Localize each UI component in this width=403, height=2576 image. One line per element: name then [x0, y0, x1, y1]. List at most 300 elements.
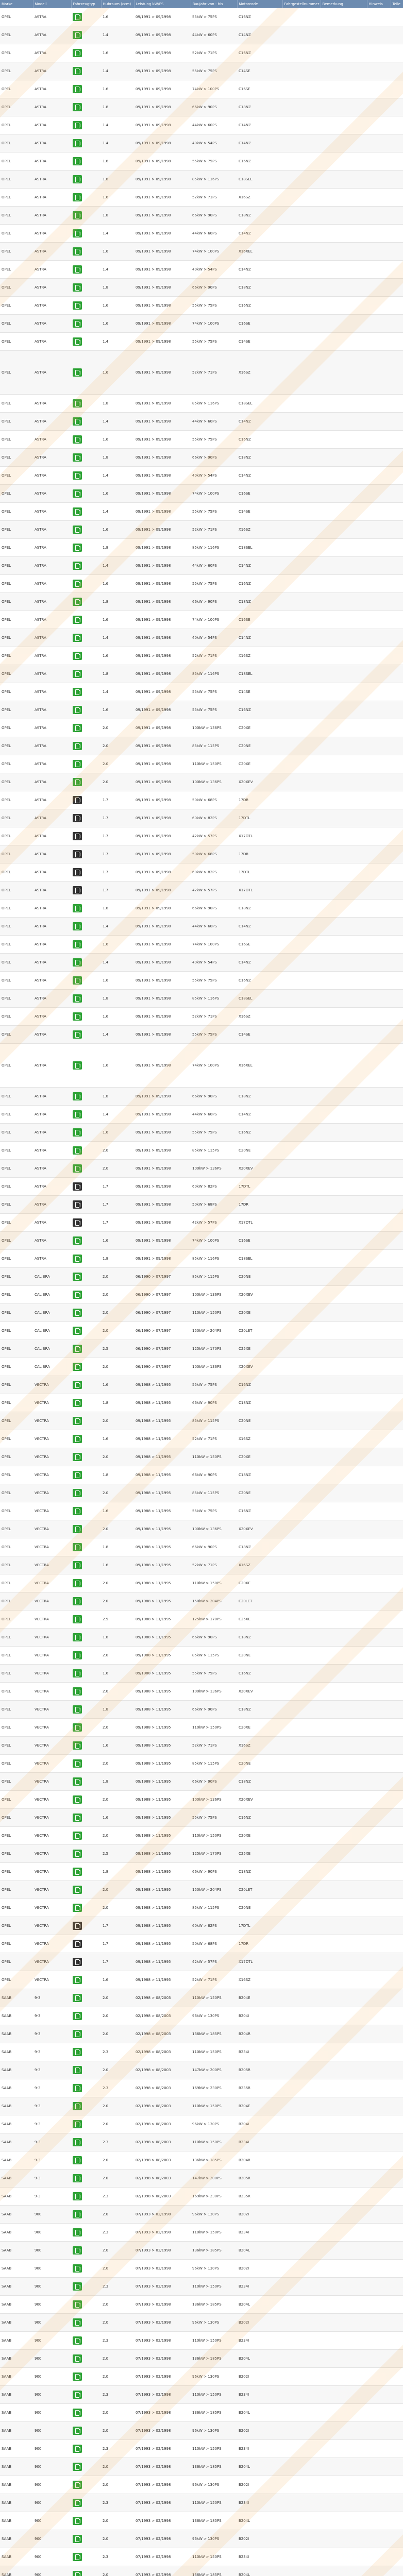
table-row[interactable]	[0, 152, 403, 171]
table-row[interactable]	[0, 1899, 403, 1917]
vin-cell	[282, 719, 321, 737]
table-row[interactable]	[0, 990, 403, 1008]
displacement-cell: 1.4	[101, 116, 134, 134]
hint-cell	[367, 539, 391, 557]
parts-cell	[391, 431, 403, 449]
table-row[interactable]	[0, 116, 403, 134]
table-row[interactable]	[0, 1863, 403, 1881]
note-cell	[321, 279, 367, 297]
displacement-cell: 1.4	[101, 629, 134, 647]
table-row[interactable]	[0, 2188, 403, 2206]
vin-cell	[282, 1574, 321, 1592]
table-row[interactable]	[0, 44, 403, 62]
note-cell	[321, 1026, 367, 1044]
table-row[interactable]	[0, 134, 403, 152]
note-cell	[321, 189, 367, 207]
make-cell: OPEL	[0, 629, 33, 647]
engine-code-cell: X16SZ	[237, 1556, 282, 1574]
production-years-cell: 07/1993 > 02/1998	[134, 2242, 191, 2260]
hint-cell	[367, 351, 391, 395]
column-header: Fahrgestellnummer	[282, 0, 321, 8]
table-row[interactable]	[0, 26, 403, 44]
parts-cell	[391, 26, 403, 44]
fuel-cell	[71, 665, 101, 683]
table-row[interactable]	[0, 2097, 403, 2115]
table-row[interactable]	[0, 2476, 403, 2494]
fuel-cell	[71, 2278, 101, 2296]
make-cell: OPEL	[0, 900, 33, 918]
fuel-cell	[71, 297, 101, 315]
fuel-cell	[71, 1827, 101, 1845]
table-row[interactable]	[0, 755, 403, 773]
vin-cell	[282, 2530, 321, 2548]
table-row[interactable]	[0, 1008, 403, 1026]
engine-code-cell: C14NZ	[237, 629, 282, 647]
engine-code-cell: B204L	[237, 2350, 282, 2368]
parts-cell	[391, 2296, 403, 2314]
table-row[interactable]	[0, 2206, 403, 2224]
model-cell: 900	[33, 2386, 71, 2404]
column-header: Hinweis	[367, 0, 391, 8]
parts-cell	[391, 2278, 403, 2296]
table-row[interactable]	[0, 1845, 403, 1863]
table-row[interactable]	[0, 2440, 403, 2458]
petrol-fuel-icon	[73, 670, 82, 678]
table-row[interactable]	[0, 1304, 403, 1322]
table-row[interactable]	[0, 2278, 403, 2296]
vin-cell	[282, 1592, 321, 1611]
table-row[interactable]	[0, 395, 403, 413]
table-row[interactable]	[0, 2494, 403, 2512]
displacement-cell: 2.0	[101, 1484, 134, 1502]
power-cell: 66kW > 90PS	[191, 1538, 237, 1556]
table-row[interactable]	[0, 2224, 403, 2242]
fuel-cell	[71, 1863, 101, 1881]
table-row[interactable]	[0, 1124, 403, 1142]
table-row[interactable]	[0, 1484, 403, 1502]
table-row[interactable]	[0, 2386, 403, 2404]
make-cell: OPEL	[0, 593, 33, 611]
table-row[interactable]	[0, 1971, 403, 1989]
production-years-cell: 09/1988 > 11/1995	[134, 1611, 191, 1629]
table-row[interactable]	[0, 2025, 403, 2043]
table-row[interactable]	[0, 225, 403, 243]
vin-cell	[282, 279, 321, 297]
table-row[interactable]	[0, 1214, 403, 1232]
table-row[interactable]	[0, 1232, 403, 1250]
table-row[interactable]	[0, 98, 403, 116]
engine-code-cell: X16SZ	[237, 1971, 282, 1989]
table-row[interactable]	[0, 1737, 403, 1755]
table-row[interactable]	[0, 1044, 403, 1088]
parts-cell	[391, 449, 403, 467]
table-row[interactable]	[0, 2133, 403, 2151]
table-row[interactable]	[0, 1268, 403, 1286]
table-row[interactable]	[0, 575, 403, 593]
table-row[interactable]	[0, 1917, 403, 1935]
parts-cell	[391, 936, 403, 954]
power-cell: 55kW > 75PS	[191, 701, 237, 719]
note-cell	[321, 171, 367, 189]
table-row[interactable]	[0, 2170, 403, 2188]
table-row[interactable]	[0, 900, 403, 918]
make-cell: OPEL	[0, 315, 33, 333]
table-row[interactable]	[0, 2530, 403, 2548]
table-row[interactable]	[0, 2115, 403, 2133]
table-row[interactable]	[0, 467, 403, 485]
table-row[interactable]	[0, 1629, 403, 1647]
note-cell	[321, 1917, 367, 1935]
note-cell	[321, 1196, 367, 1214]
hint-cell	[367, 1899, 391, 1917]
table-row[interactable]	[0, 845, 403, 863]
engine-code-cell: C14NZ	[237, 134, 282, 152]
production-years-cell: 09/1988 > 11/1995	[134, 1448, 191, 1466]
table-row[interactable]	[0, 773, 403, 791]
make-cell: OPEL	[0, 863, 33, 882]
parts-cell	[391, 755, 403, 773]
power-cell: 85kW > 116PS	[191, 665, 237, 683]
table-row[interactable]	[0, 1286, 403, 1304]
vin-cell	[282, 2260, 321, 2278]
parts-cell	[391, 918, 403, 936]
production-years-cell: 07/1993 > 02/1998	[134, 2422, 191, 2440]
table-row[interactable]	[0, 1647, 403, 1665]
table-row[interactable]	[0, 2079, 403, 2097]
table-row[interactable]	[0, 189, 403, 207]
table-row[interactable]	[0, 297, 403, 315]
table-row[interactable]	[0, 827, 403, 845]
fuel-cell	[71, 1376, 101, 1394]
note-cell	[321, 1827, 367, 1845]
vin-cell	[282, 44, 321, 62]
table-row[interactable]	[0, 611, 403, 629]
table-row[interactable]	[0, 557, 403, 575]
table-row[interactable]	[0, 2404, 403, 2422]
table-row[interactable]	[0, 413, 403, 431]
table-row[interactable]	[0, 791, 403, 809]
table-row[interactable]	[0, 485, 403, 503]
production-years-cell: 09/1991 > 09/1998	[134, 225, 191, 243]
fuel-cell	[71, 261, 101, 279]
petrol-fuel-icon	[73, 1579, 82, 1587]
engine-code-cell: 17DTL	[237, 1917, 282, 1935]
power-cell: 55kW > 75PS	[191, 1809, 237, 1827]
fuel-cell	[71, 972, 101, 990]
parts-cell	[391, 2115, 403, 2133]
table-row[interactable]	[0, 1719, 403, 1737]
parts-cell	[391, 2206, 403, 2224]
table-row[interactable]	[0, 2314, 403, 2332]
model-cell: VECTRA	[33, 1466, 71, 1484]
parts-cell	[391, 1430, 403, 1448]
table-row[interactable]	[0, 261, 403, 279]
table-row[interactable]	[0, 315, 403, 333]
displacement-cell: 2.0	[101, 2314, 134, 2332]
table-row[interactable]	[0, 683, 403, 701]
hint-cell	[367, 1755, 391, 1773]
diesel-fuel-icon	[73, 814, 82, 822]
table-row[interactable]	[0, 737, 403, 755]
vin-cell	[282, 315, 321, 333]
engine-code-cell: C16NZ	[237, 1502, 282, 1520]
table-row[interactable]	[0, 1611, 403, 1629]
table-row[interactable]	[0, 1556, 403, 1574]
parts-cell	[391, 2133, 403, 2151]
displacement-cell: 1.4	[101, 1106, 134, 1124]
table-row[interactable]	[0, 279, 403, 297]
table-row[interactable]	[0, 1358, 403, 1376]
vin-cell	[282, 990, 321, 1008]
fuel-cell	[71, 2133, 101, 2151]
parts-cell	[391, 1701, 403, 1719]
table-row[interactable]	[0, 1755, 403, 1773]
table-row[interactable]	[0, 2512, 403, 2530]
hint-cell	[367, 1592, 391, 1611]
parts-cell	[391, 413, 403, 431]
model-cell: ASTRA	[33, 98, 71, 116]
model-cell: ASTRA	[33, 134, 71, 152]
table-row[interactable]	[0, 1665, 403, 1683]
vin-cell	[282, 2133, 321, 2151]
table-row[interactable]	[0, 1250, 403, 1268]
table-row[interactable]	[0, 2151, 403, 2170]
parts-cell	[391, 1917, 403, 1935]
make-cell: OPEL	[0, 827, 33, 845]
production-years-cell: 09/1991 > 09/1998	[134, 351, 191, 395]
parts-cell	[391, 2548, 403, 2566]
hint-cell	[367, 683, 391, 701]
table-row[interactable]	[0, 972, 403, 990]
table-row[interactable]	[0, 1160, 403, 1178]
power-cell: 85kW > 116PS	[191, 1250, 237, 1268]
model-cell: CALIBRA	[33, 1322, 71, 1340]
table-row[interactable]	[0, 2007, 403, 2025]
hint-cell	[367, 449, 391, 467]
table-row[interactable]	[0, 539, 403, 557]
vin-cell	[282, 954, 321, 972]
petrol-fuel-icon	[73, 103, 82, 111]
note-cell	[321, 395, 367, 413]
table-row[interactable]	[0, 8, 403, 26]
table-row[interactable]	[0, 701, 403, 719]
make-cell: OPEL	[0, 1809, 33, 1827]
power-cell: 66kW > 90PS	[191, 1394, 237, 1412]
table-row[interactable]	[0, 333, 403, 351]
petrol-fuel-icon	[73, 1525, 82, 1533]
petrol-fuel-icon	[73, 453, 82, 462]
table-row[interactable]	[0, 1026, 403, 1044]
engine-code-cell: C20XE	[237, 1719, 282, 1737]
petrol-fuel-icon	[73, 1886, 82, 1894]
table-row[interactable]	[0, 351, 403, 395]
petrol-fuel-icon	[73, 121, 82, 129]
hint-cell	[367, 1773, 391, 1791]
hint-cell	[367, 2224, 391, 2242]
model-cell: CALIBRA	[33, 1268, 71, 1286]
make-cell: OPEL	[0, 449, 33, 467]
table-row[interactable]	[0, 62, 403, 80]
production-years-cell: 09/1991 > 09/1998	[134, 1250, 191, 1268]
parts-cell	[391, 1026, 403, 1044]
table-row[interactable]	[0, 593, 403, 611]
production-years-cell: 09/1988 > 11/1995	[134, 1556, 191, 1574]
table-row[interactable]	[0, 521, 403, 539]
table-row[interactable]	[0, 1953, 403, 1971]
vin-cell	[282, 134, 321, 152]
table-row[interactable]	[0, 1502, 403, 1520]
table-row[interactable]	[0, 1538, 403, 1556]
table-row[interactable]	[0, 431, 403, 449]
table-row[interactable]	[0, 1394, 403, 1412]
fuel-cell	[71, 2530, 101, 2548]
power-cell: 110kW > 150PS	[191, 2440, 237, 2458]
table-row[interactable]	[0, 1989, 403, 2007]
table-row[interactable]	[0, 2260, 403, 2278]
table-row[interactable]	[0, 1701, 403, 1719]
table-row[interactable]	[0, 503, 403, 521]
table-row[interactable]	[0, 2332, 403, 2350]
table-row[interactable]	[0, 1376, 403, 1394]
table-row[interactable]	[0, 809, 403, 827]
table-row[interactable]	[0, 1448, 403, 1466]
engine-code-cell: X17DTL	[237, 882, 282, 900]
table-row[interactable]	[0, 954, 403, 972]
table-row[interactable]	[0, 629, 403, 647]
table-row[interactable]	[0, 449, 403, 467]
hint-cell	[367, 2422, 391, 2440]
column-header: Hubraum (ccm)	[101, 0, 134, 8]
table-row[interactable]	[0, 1827, 403, 1845]
power-cell: 52kW > 71PS	[191, 351, 237, 395]
table-row[interactable]	[0, 2043, 403, 2061]
engine-code-cell: B234I	[237, 2133, 282, 2151]
fuel-cell	[71, 1286, 101, 1304]
note-cell	[321, 2368, 367, 2386]
hint-cell	[367, 8, 391, 26]
diesel-fuel-icon	[73, 1940, 82, 1948]
petrol-fuel-icon	[73, 2571, 82, 2576]
table-row[interactable]	[0, 1592, 403, 1611]
table-row[interactable]	[0, 665, 403, 683]
table-row[interactable]	[0, 1430, 403, 1448]
table-row[interactable]	[0, 1683, 403, 1701]
hint-cell	[367, 2548, 391, 2566]
table-row[interactable]	[0, 2350, 403, 2368]
parts-cell	[391, 1088, 403, 1106]
fuel-cell	[71, 773, 101, 791]
production-years-cell: 09/1988 > 11/1995	[134, 1791, 191, 1809]
petrol-fuel-icon	[73, 2535, 82, 2543]
table-row[interactable]	[0, 1412, 403, 1430]
table-row[interactable]	[0, 1881, 403, 1899]
table-row[interactable]	[0, 2566, 403, 2576]
model-cell: VECTRA	[33, 1809, 71, 1827]
table-row[interactable]	[0, 863, 403, 882]
table-row[interactable]	[0, 2458, 403, 2476]
table-row[interactable]	[0, 1466, 403, 1484]
displacement-cell: 1.7	[101, 1214, 134, 1232]
vin-cell	[282, 773, 321, 791]
table-row[interactable]	[0, 2422, 403, 2440]
parts-cell	[391, 1719, 403, 1737]
engine-code-cell: 17DR	[237, 845, 282, 863]
table-row[interactable]	[0, 1106, 403, 1124]
table-row[interactable]	[0, 1142, 403, 1160]
table-row[interactable]	[0, 1088, 403, 1106]
table-row[interactable]	[0, 2548, 403, 2566]
table-row[interactable]	[0, 1773, 403, 1791]
displacement-cell: 1.8	[101, 990, 134, 1008]
production-years-cell: 09/1991 > 09/1998	[134, 333, 191, 351]
model-cell: ASTRA	[33, 1214, 71, 1232]
displacement-cell: 2.0	[101, 2260, 134, 2278]
power-cell: 74kW > 100PS	[191, 243, 237, 261]
table-row[interactable]	[0, 2242, 403, 2260]
vin-cell	[282, 2332, 321, 2350]
power-cell: 42kW > 57PS	[191, 827, 237, 845]
power-cell: 136kW > 185PS	[191, 2458, 237, 2476]
production-years-cell: 09/1991 > 09/1998	[134, 1106, 191, 1124]
displacement-cell: 1.6	[101, 521, 134, 539]
vin-cell	[282, 1971, 321, 1989]
fuel-cell	[71, 333, 101, 351]
model-cell: ASTRA	[33, 611, 71, 629]
table-row[interactable]	[0, 171, 403, 189]
parts-cell	[391, 1322, 403, 1340]
table-row[interactable]	[0, 2368, 403, 2386]
production-years-cell: 07/1993 > 02/1998	[134, 2494, 191, 2512]
table-row[interactable]	[0, 918, 403, 936]
hint-cell	[367, 26, 391, 44]
table-row[interactable]	[0, 1340, 403, 1358]
production-years-cell: 02/1998 > 08/2003	[134, 2061, 191, 2079]
table-row[interactable]	[0, 1322, 403, 1340]
table-row[interactable]	[0, 80, 403, 98]
table-row[interactable]	[0, 1178, 403, 1196]
table-row[interactable]	[0, 243, 403, 261]
parts-cell	[391, 972, 403, 990]
engine-code-cell: C14SE	[237, 503, 282, 521]
note-cell	[321, 152, 367, 171]
table-row[interactable]	[0, 936, 403, 954]
table-row[interactable]	[0, 1574, 403, 1592]
table-row[interactable]	[0, 2061, 403, 2079]
power-cell: 85kW > 115PS	[191, 1484, 237, 1502]
note-cell	[321, 333, 367, 351]
engine-code-cell: B204L	[237, 2296, 282, 2314]
table-row[interactable]	[0, 1809, 403, 1827]
table-row[interactable]	[0, 207, 403, 225]
production-years-cell: 06/1990 > 07/1997	[134, 1286, 191, 1304]
table-row[interactable]	[0, 647, 403, 665]
petrol-fuel-icon	[73, 1291, 82, 1299]
vin-cell	[282, 2278, 321, 2296]
table-row[interactable]	[0, 882, 403, 900]
table-row[interactable]	[0, 1520, 403, 1538]
production-years-cell: 09/1991 > 09/1998	[134, 791, 191, 809]
table-row[interactable]	[0, 719, 403, 737]
petrol-fuel-icon	[73, 1597, 82, 1605]
petrol-fuel-icon	[73, 598, 82, 606]
parts-cell	[391, 2151, 403, 2170]
table-row[interactable]	[0, 1935, 403, 1953]
table-row[interactable]	[0, 1196, 403, 1214]
parts-cell	[391, 1538, 403, 1556]
engine-code-cell: B202I	[237, 2260, 282, 2278]
table-row[interactable]	[0, 2296, 403, 2314]
table-row[interactable]	[0, 1791, 403, 1809]
